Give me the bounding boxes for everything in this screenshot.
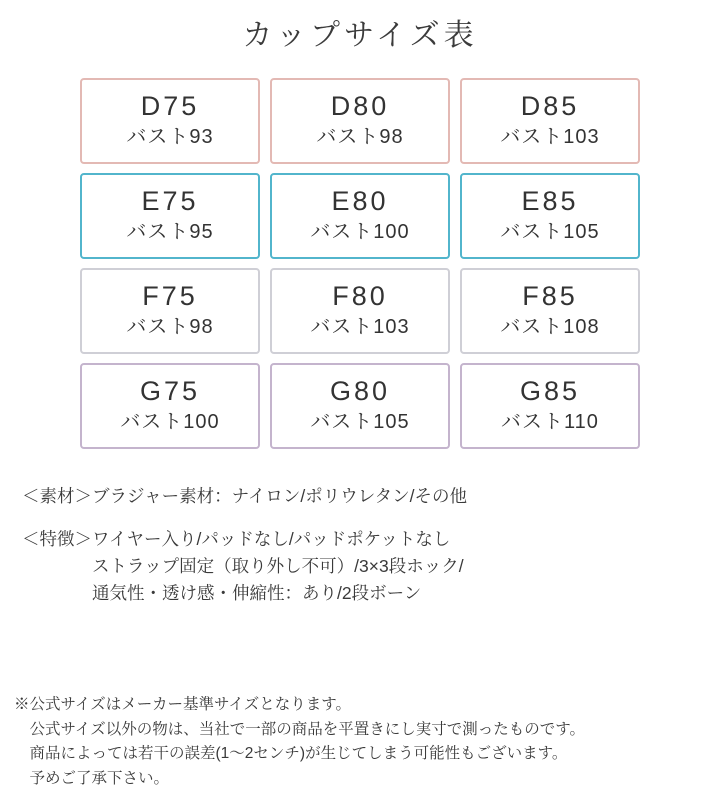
size-cell-g80: [270, 363, 450, 449]
features-line-3: 通気性・透け感・伸縮性：あり/2段ボーン: [22, 583, 422, 604]
features-note: [22, 526, 700, 607]
size-label: D75: [140, 91, 200, 122]
size-cell-f85: [460, 268, 640, 354]
size-label: D85: [520, 91, 580, 122]
bust-label: バスト98: [126, 315, 214, 338]
size-cell-e85: [460, 173, 640, 259]
bust-label: バスト93: [126, 125, 214, 148]
footnote-line-3: 商品によっては若干の誤差(1〜2センチ)が生じてしまう可能性もございます。: [14, 745, 568, 763]
bust-label: バスト110: [501, 410, 599, 433]
size-label: G80: [329, 376, 391, 407]
features-line-2: ストラップ固定（取り外し不可）/3×3段ホック/: [22, 556, 464, 577]
product-notes: [0, 483, 720, 608]
size-label: E80: [331, 186, 389, 217]
bust-label: バスト105: [310, 410, 410, 433]
size-cell-d75: [80, 78, 260, 164]
size-cell-d80: [270, 78, 450, 164]
footnote-block: [14, 693, 710, 792]
footnote-line-4: 予めご了承下さい。: [14, 770, 170, 788]
bust-label: バスト98: [316, 125, 404, 148]
bust-label: バスト108: [500, 315, 600, 338]
size-label: E85: [521, 186, 579, 217]
size-label: F85: [522, 281, 578, 312]
size-cell-e75: [80, 173, 260, 259]
size-cell-f80: [270, 268, 450, 354]
size-label: D80: [330, 91, 390, 122]
bust-label: バスト100: [310, 220, 410, 243]
page-title: カップサイズ表: [242, 19, 478, 52]
material-note: [22, 483, 700, 510]
features-line-1: ＜特徴＞ワイヤー入り/パッドなし/パッドポケットなし: [22, 529, 451, 550]
bust-label: バスト103: [310, 315, 410, 338]
size-cell-g85: [460, 363, 640, 449]
size-label: E75: [141, 186, 199, 217]
size-cell-f75: [80, 268, 260, 354]
size-label: G85: [519, 376, 581, 407]
bust-label: バスト100: [120, 410, 220, 433]
size-label: F80: [332, 281, 388, 312]
size-label: F75: [142, 281, 198, 312]
size-cell-d85: [460, 78, 640, 164]
footnote-line-2: 公式サイズ以外の物は、当社で一部の商品を平置きにし実寸で測ったものです。: [14, 720, 586, 738]
size-cell-e80: [270, 173, 450, 259]
footnote-line-1: ※公式サイズはメーカー基準サイズとなります。: [14, 695, 351, 713]
bust-label: バスト105: [500, 220, 600, 243]
bust-label: バスト95: [126, 220, 214, 243]
size-cell-g75: [80, 363, 260, 449]
bust-label: バスト103: [500, 125, 600, 148]
size-label: G75: [139, 376, 201, 407]
cup-size-table: [80, 78, 640, 449]
material-line: ＜素材＞ブラジャー素材：ナイロン/ポリウレタン/その他: [22, 486, 467, 506]
